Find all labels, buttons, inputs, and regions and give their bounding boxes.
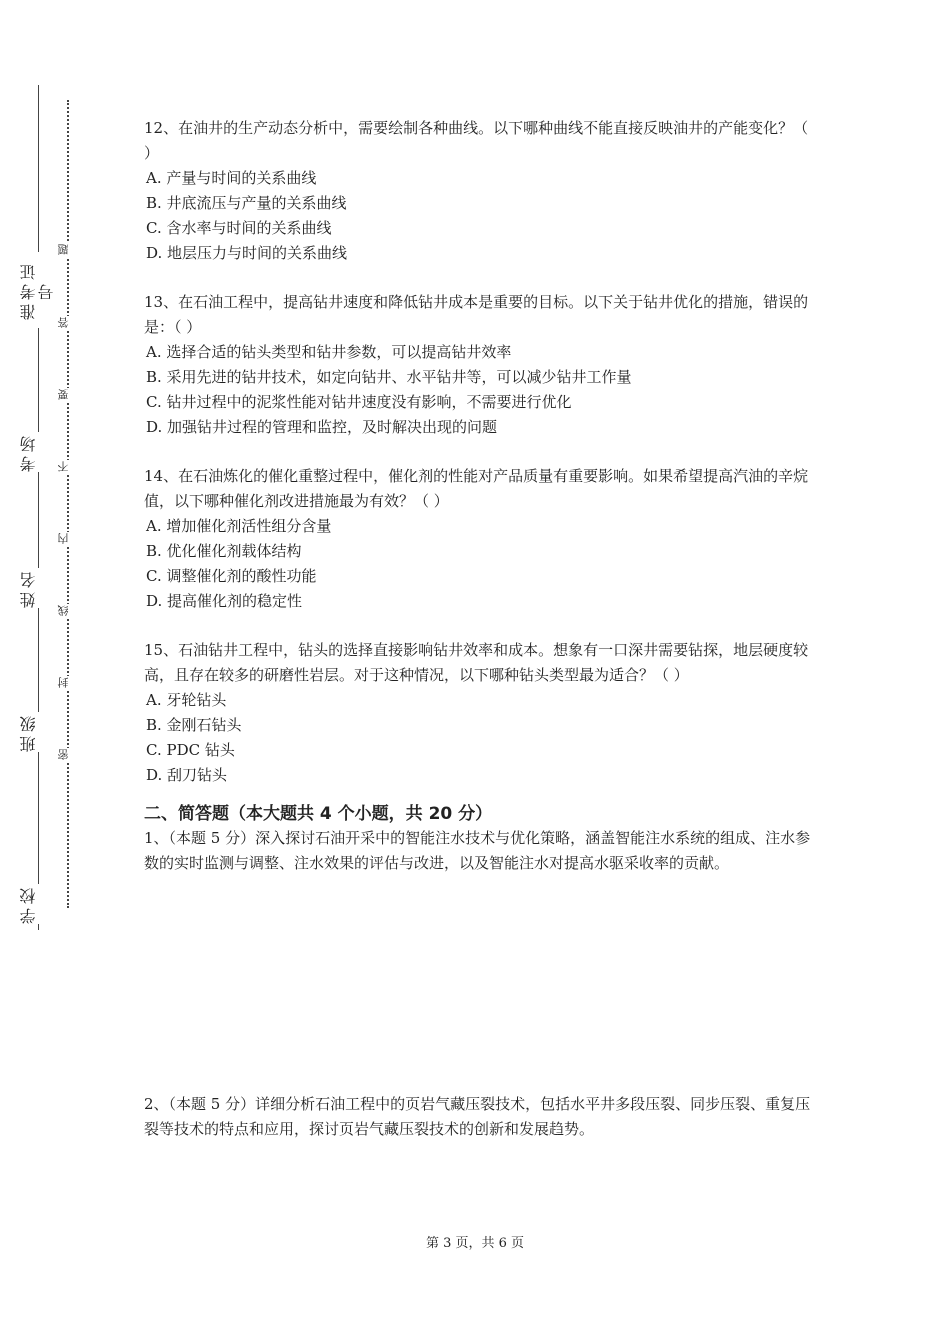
option-c: C. 含水率与时间的关系曲线 <box>146 219 332 237</box>
essay-question-1 <box>144 826 814 876</box>
question-13 <box>144 290 814 440</box>
question-15 <box>144 638 814 788</box>
exam-room-label: 考场 <box>20 432 56 472</box>
option-a: A. 牙轮钻头 <box>146 691 227 709</box>
page-number: 第 3 页，共 6 页 <box>425 1236 525 1251</box>
option-c: C. PDC 钻头 <box>146 741 235 759</box>
binding-solid-line <box>38 85 39 930</box>
option-c: C. 钻井过程中的泥浆性能对钻井速度没有影响，不需要进行优化 <box>146 393 572 411</box>
essay-question-2: 2、（本题 5 分）详细分析石油工程中的页岩气藏压裂技术，包括水平井多段压裂、同步压裂、重复压裂等技术的特点和应用，探讨页岩气藏压裂技术的创新和发展趋势。 <box>144 1095 811 1138</box>
seal-char-7: 封 <box>58 676 78 690</box>
question-stem: 14、在石油炼化的催化重整过程中，催化剂的性能对产品质量有重要影响。如果希望提高汽油的辛烷值，以下哪种催化剂改进措施最为有效？（ ） <box>144 467 809 510</box>
seal-char-6: 线 <box>58 604 78 618</box>
question-12 <box>144 116 814 266</box>
option-b: B. 优化催化剂载体结构 <box>146 542 302 560</box>
essay-question-text: 1、（本题 5 分）深入探讨石油开采中的智能注水技术与优化策略，涵盖智能注水系统的组成、注水参数的实时监测与调整、注水效果的评估与改进，以及智能注水对提高水驱采收率的贡献。 <box>144 829 811 872</box>
name-label: 姓名 <box>20 568 56 608</box>
option-b: B. 采用先进的钻井技术，如定向钻井、水平钻井等，可以减少钻井工作量 <box>146 368 632 386</box>
question-area <box>144 116 814 876</box>
option-a: A. 选择合适的钻头类型和钻井参数，可以提高钻井效率 <box>146 343 512 361</box>
question-stem: 15、石油钻井工程中，钻头的选择直接影响钻井效率和成本。想象有一口深井需要钻探，地层硬度较高，且存在较多的研磨性岩层。对于这种情况，以下哪种钻头类型最为适合？（ ） <box>144 641 809 684</box>
school-label: 学校 <box>20 884 56 924</box>
option-c: C. 调整催化剂的酸性功能 <box>146 567 317 585</box>
seal-char-3: 要 <box>58 388 78 402</box>
option-b: B. 井底流压与产量的关系曲线 <box>146 194 347 212</box>
question-stem: 13、在石油工程中，提高钻井速度和降低钻井成本是重要的目标。以下关于钻井优化的措施，错误的是：（ ） <box>144 293 809 336</box>
seal-dotted-line <box>67 100 69 908</box>
admission-number-label: 准考证号 <box>20 252 56 328</box>
seal-char-5: 内 <box>58 532 78 546</box>
option-b: B. 金刚石钻头 <box>146 716 242 734</box>
question-14 <box>144 464 814 614</box>
option-d: D. 加强钻井过程的管理和监控，及时解决出现的问题 <box>146 418 498 436</box>
option-d: D. 提高催化剂的稳定性 <box>146 592 303 610</box>
class-label: 班级 <box>20 712 56 752</box>
seal-char-2: 答 <box>58 316 78 330</box>
question-stem: 12、在油井的生产动态分析中，需要绘制各种曲线。以下哪种曲线不能直接反映油井的产能变化？（ ） <box>144 119 809 162</box>
section-title: 二、简答题（本大题共 4 个小题，共 20 分） <box>144 804 493 824</box>
option-a: A. 产量与时间的关系曲线 <box>146 169 317 187</box>
seal-char-1: 题 <box>58 243 78 257</box>
seal-char-8: 密 <box>58 748 78 762</box>
option-d: D. 地层压力与时间的关系曲线 <box>146 244 348 262</box>
seal-char-4: 不 <box>58 460 78 474</box>
option-d: D. 刮刀钻头 <box>146 766 228 784</box>
option-a: A. 增加催化剂活性组分含量 <box>146 517 332 535</box>
